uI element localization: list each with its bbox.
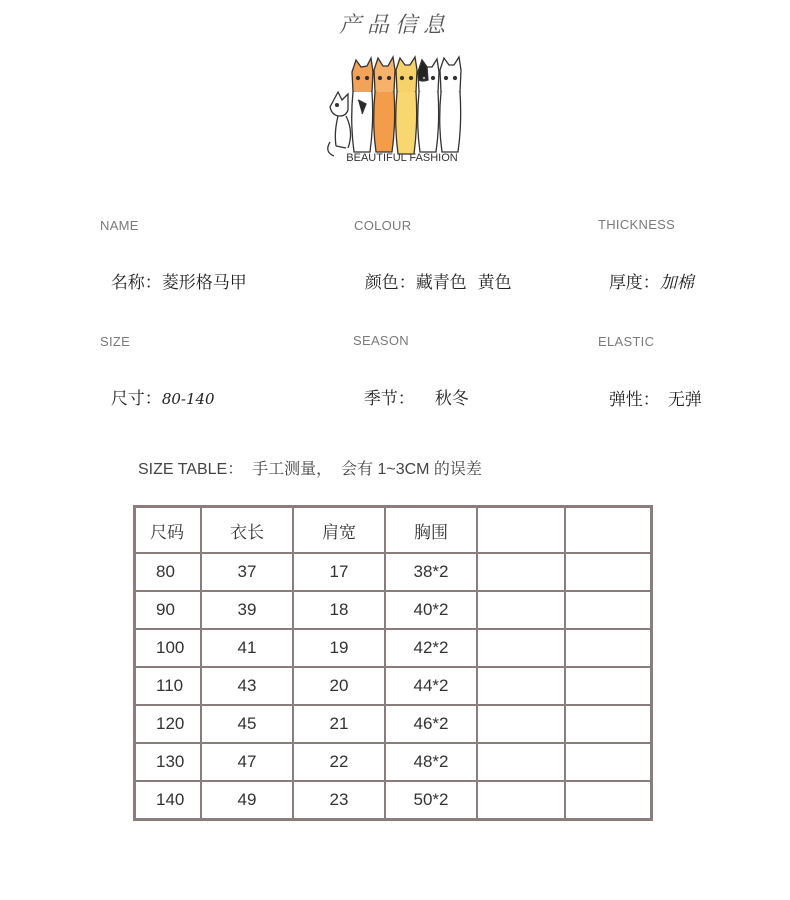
table-cell: 50*2 — [385, 781, 477, 820]
table-cell: 18 — [293, 591, 385, 629]
table-row — [135, 553, 652, 591]
colour-value-line — [354, 248, 512, 293]
table-row — [135, 781, 652, 820]
table-cell — [565, 553, 652, 591]
table-cell: 20 — [293, 667, 385, 705]
size-label: SIZE — [100, 334, 131, 349]
thickness-key: 厚度： — [608, 273, 660, 293]
table-cell: 19 — [293, 629, 385, 667]
size-key: 尺寸： — [110, 389, 162, 409]
table-cell: 17 — [293, 553, 385, 591]
table-cell: 42*2 — [385, 629, 477, 667]
table-cell: 49 — [201, 781, 293, 820]
thickness-value-line — [598, 248, 694, 293]
table-cell: 130 — [135, 743, 202, 781]
table-cell: 120 — [135, 705, 202, 743]
season-label: SEASON — [353, 333, 409, 348]
size-value: 80-140 — [161, 390, 215, 408]
table-header-cell: 尺码 — [135, 507, 202, 554]
table-row — [135, 667, 652, 705]
table-row — [135, 629, 652, 667]
table-header-cell: 肩宽 — [293, 507, 385, 554]
colour-label: COLOUR — [354, 218, 412, 233]
elastic-key: 弹性： — [608, 390, 660, 410]
elastic-value: 无弹 — [667, 390, 702, 410]
table-row — [135, 705, 652, 743]
table-cell — [477, 591, 565, 629]
table-cell: 80 — [135, 553, 202, 591]
table-header-cell: 胸围 — [385, 507, 477, 554]
table-cell — [477, 667, 565, 705]
table-cell: 39 — [201, 591, 293, 629]
table-header-cell — [565, 507, 652, 554]
table-row — [135, 743, 652, 781]
elastic-label: ELASTIC — [598, 334, 655, 349]
season-value-line — [353, 364, 469, 409]
table-cell: 44*2 — [385, 667, 477, 705]
table-cell: 100 — [135, 629, 202, 667]
table-cell: 110 — [135, 667, 202, 705]
logo-caption: BEAUTIFUL FASHION — [346, 152, 458, 164]
name-key: 名称： — [110, 273, 162, 293]
name-label: NAME — [100, 218, 139, 233]
table-cell: 40*2 — [385, 591, 477, 629]
elastic-value-line — [598, 365, 702, 410]
size-value-line — [100, 364, 215, 409]
thickness-value: 加棉 — [659, 273, 694, 293]
size-table — [133, 505, 653, 821]
table-cell — [477, 743, 565, 781]
table-cell: 23 — [293, 781, 385, 820]
table-cell: 21 — [293, 705, 385, 743]
table-cell: 22 — [293, 743, 385, 781]
table-cell — [565, 705, 652, 743]
table-cell: 37 — [201, 553, 293, 591]
table-cell — [565, 629, 652, 667]
table-cell — [477, 629, 565, 667]
table-cell — [477, 705, 565, 743]
table-cell — [477, 781, 565, 820]
table-cell: 90 — [135, 591, 202, 629]
name-value-line — [100, 248, 247, 293]
season-value: 秋冬 — [434, 389, 469, 409]
table-header-cell — [477, 507, 565, 554]
table-cell: 38*2 — [385, 553, 477, 591]
table-cell: 46*2 — [385, 705, 477, 743]
page-title: 产品信息 — [338, 13, 451, 38]
table-header-row — [135, 507, 652, 554]
table-cell — [565, 667, 652, 705]
size-table-body — [135, 507, 652, 820]
table-header-cell: 衣长 — [201, 507, 293, 554]
table-cell: 48*2 — [385, 743, 477, 781]
size-table-heading: SIZE TABLE： 手工测量， 会有 1~3CM 的误差 — [138, 461, 482, 478]
table-cell — [477, 553, 565, 591]
colour-key: 颜色： — [364, 273, 416, 293]
table-cell — [565, 591, 652, 629]
season-key: 季节： — [363, 389, 415, 409]
table-cell — [565, 781, 652, 820]
table-cell: 45 — [201, 705, 293, 743]
table-row — [135, 591, 652, 629]
table-cell — [565, 743, 652, 781]
colour-value: 藏青色 黄色 — [415, 273, 512, 293]
table-cell: 43 — [201, 667, 293, 705]
table-cell: 140 — [135, 781, 202, 820]
name-value: 菱形格马甲 — [161, 273, 247, 293]
table-cell: 41 — [201, 629, 293, 667]
table-cell: 47 — [201, 743, 293, 781]
thickness-label: THICKNESS — [598, 217, 676, 232]
